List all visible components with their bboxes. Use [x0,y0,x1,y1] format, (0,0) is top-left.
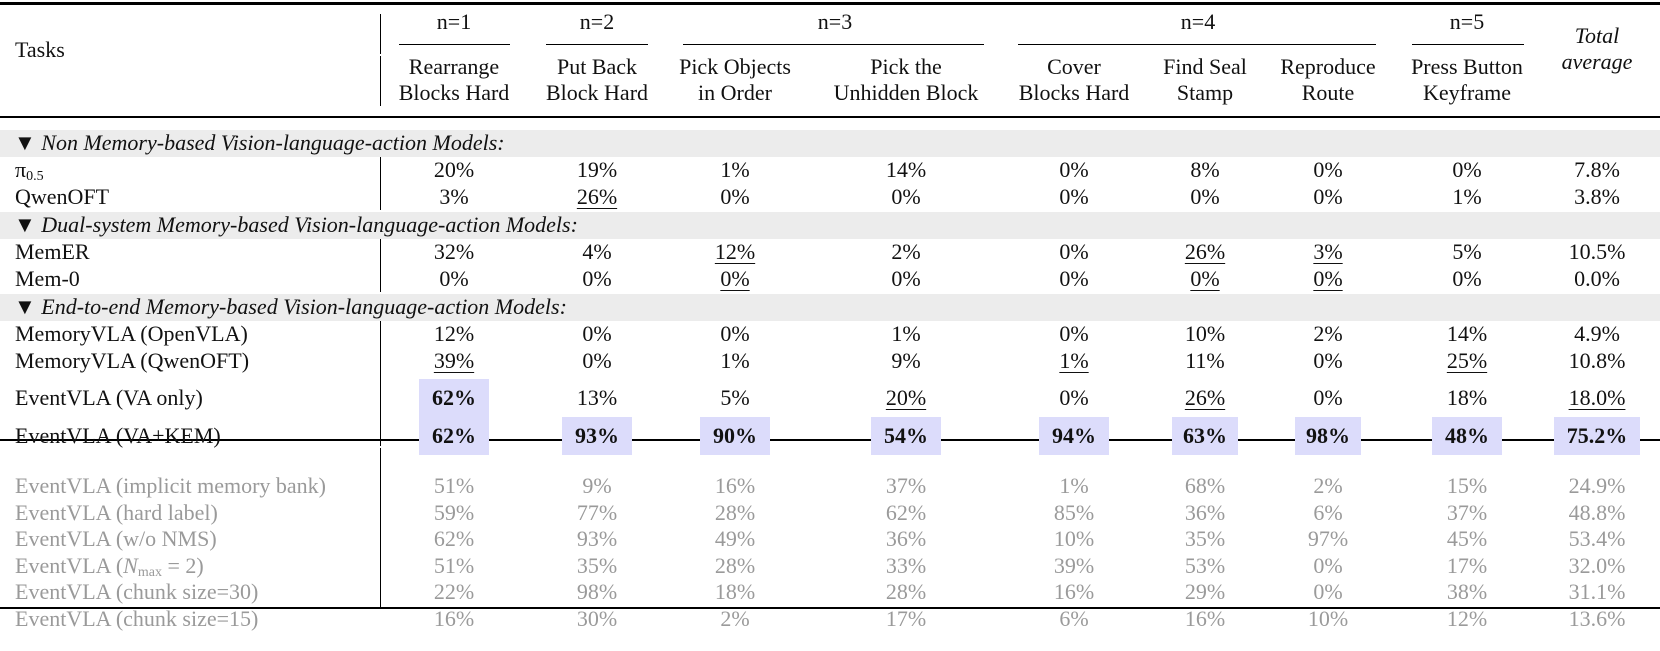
row-label: MemoryVLA (OpenVLA) [15,321,248,346]
table-cell: 0% [582,321,612,346]
column-header-line: Unhidden Block [833,80,979,105]
table-cell: 1% [720,157,750,182]
table-cell: 0% [1313,385,1343,410]
table-cell: 1% [891,321,921,346]
table-rule [0,2,1660,5]
ablation-cell: 29% [1184,579,1226,604]
table-cell: 1% [1059,348,1089,373]
table-cell: 0% [1313,184,1343,209]
column-header-line: Cover [1047,54,1101,79]
section-label: ▼ Dual-system Memory-based Vision-language-action Models: [14,212,578,237]
ablation-cell: 45% [1446,526,1488,551]
group-underline [1412,44,1524,45]
column-header [1280,54,1375,106]
ablation-cell: 77% [576,500,618,525]
table-cell: 10.5% [1568,239,1626,264]
ablation-cell: 53% [1184,553,1226,578]
ablation-cell: 35% [576,553,618,578]
group-underline [399,44,510,45]
table-cell: 0% [1059,385,1089,410]
table-cell: 54% [884,423,928,448]
ablation-cell: 93% [576,526,618,551]
column-header-line: Pick the [870,54,942,79]
ablation-cell: 62% [433,526,475,551]
table-cell: 0% [1190,266,1220,291]
ablation-cell: 28% [714,553,756,578]
column-header [399,54,510,106]
table-cell: 62% [432,385,476,410]
table-cell: 8% [1190,157,1220,182]
ablation-cell: 6% [1313,500,1343,525]
table-cell: 63% [1183,423,1227,448]
table-cell: 0% [1190,184,1220,209]
table-cell: 13% [576,385,618,410]
total-header [1562,23,1633,75]
group-underline [546,44,648,45]
table-cell: 0.0% [1574,266,1620,291]
ablation-cell: 28% [714,500,756,525]
ablation-label: EventVLA (chunk size=15) [15,606,259,631]
table-cell: 0% [891,184,921,209]
ablation-cell: 85% [1053,500,1095,525]
table-cell: 0% [1059,157,1089,182]
ablation-cell: 6% [1059,606,1089,631]
ablation-label: EventVLA (hard label) [15,500,218,525]
ablation-cell: 62% [885,500,927,525]
table-rule [0,116,1660,118]
table-rule [0,439,1660,441]
ablation-cell: 49% [714,526,756,551]
group-header: n=5 [1449,9,1485,34]
ablation-cell: 35% [1184,526,1226,551]
group-header: n=2 [579,9,615,34]
table-cell: 18% [1446,385,1488,410]
ablation-cell: 36% [885,526,927,551]
ablation-cell: 98% [576,579,618,604]
column-header-line: Pick Objects [679,54,791,79]
ablation-cell: 22% [433,579,475,604]
ablation-cell: 31.1% [1568,579,1626,604]
table-cell: 1% [720,348,750,373]
group-underline [683,44,984,45]
section-label: ▼ Non Memory-based Vision-language-action Models: [14,130,505,155]
ablation-cell: 53.4% [1568,526,1626,551]
ablation-cell: 1% [1059,473,1089,498]
column-header-line: Rearrange [408,54,500,79]
ablation-cell: 9% [582,473,612,498]
table-cell: 0% [582,348,612,373]
column-header [679,54,791,106]
table-cell: 25% [1446,348,1488,373]
row-label: QwenOFT [15,184,110,209]
ablation-cell: 37% [1446,500,1488,525]
ablation-cell: 51% [433,473,475,498]
table-cell: 14% [1446,321,1488,346]
column-header [1019,54,1130,106]
ablation-cell: 10% [1307,606,1349,631]
table-cell: 20% [885,385,927,410]
ablation-cell: 37% [885,473,927,498]
table-cell: 12% [433,321,475,346]
table-cell: 0% [720,266,750,291]
table-cell: 26% [1184,385,1226,410]
row-label: $\pi_{0.5}$ [15,157,44,184]
table-cell: 32% [433,239,475,264]
row-label-subscript: 0.5 [26,169,44,184]
table-cell: 62% [432,423,476,448]
ablation-cell: 59% [433,500,475,525]
ablation-cell: 0% [1313,553,1343,578]
column-header-line: Reproduce [1280,54,1376,79]
column-header-line: Put Back [556,54,638,79]
total-header-line: average [1561,49,1633,74]
table-cell: 14% [885,157,927,182]
column-header [1163,54,1247,106]
table-cell: 0% [720,321,750,346]
row-label: MemoryVLA (QwenOFT) [15,348,250,373]
table-cell: 90% [713,423,757,448]
table-cell: 0% [1059,184,1089,209]
table-cell: 7.8% [1574,157,1620,182]
ablation-cell: 32.0% [1568,553,1626,578]
table-cell: 94% [1052,423,1096,448]
ablation-cell: 51% [433,553,475,578]
column-divider [380,150,381,210]
tasks-header: Tasks [15,37,65,62]
table-cell: 26% [1184,239,1226,264]
table-cell: 10% [1184,321,1226,346]
table-cell: 9% [891,348,921,373]
table-cell: 39% [433,348,475,373]
table-cell: 4% [582,239,612,264]
table-cell: 12% [714,239,756,264]
ablation-cell: 12% [1446,606,1488,631]
column-header-line: Find Seal [1163,54,1247,79]
total-header-line: Total [1574,23,1620,48]
row-label: EventVLA (VA+KEM) [15,423,221,448]
column-header-line: Stamp [1176,80,1234,105]
ablation-cell: 15% [1446,473,1488,498]
group-header: n=4 [1180,9,1216,34]
table-cell: 26% [576,184,618,209]
table-cell: 2% [1313,321,1343,346]
column-header [834,54,979,106]
table-cell: 0% [1059,239,1089,264]
ablation-cell: 39% [1053,553,1095,578]
group-header: n=3 [817,9,853,34]
ablation-cell: 17% [1446,553,1488,578]
ablation-cell: 33% [885,553,927,578]
table-cell: 0% [1313,157,1343,182]
column-divider [380,14,381,54]
row-label: Mem-0 [15,266,80,291]
ablation-cell: 24.9% [1568,473,1626,498]
table-cell: 5% [1452,239,1482,264]
table-cell: 3% [439,184,469,209]
ablation-cell: 38% [1446,579,1488,604]
ablation-cell: 48.8% [1568,500,1626,525]
table-cell: 5% [720,385,750,410]
column-header-line: Blocks Hard [1018,80,1130,105]
table-cell: 93% [575,423,619,448]
ablation-cell: 16% [1053,579,1095,604]
table-cell: 0% [1313,348,1343,373]
table-cell: 3.8% [1574,184,1620,209]
table-cell: 75.2% [1566,423,1628,448]
column-header-line: Route [1301,80,1355,105]
table-cell: 0% [1313,266,1343,291]
table-cell: 1% [1452,184,1482,209]
table-cell: 0% [1452,157,1482,182]
table-cell: 0% [582,266,612,291]
column-header-line: in Order [698,80,772,105]
ablation-label: EventVLA (chunk size=30) [15,579,259,604]
column-header-line: Block Hard [545,80,649,105]
ablation-label: EventVLA $(N_{max} = 2)$ [15,553,204,580]
table-cell: 0% [439,266,469,291]
group-underline [1018,44,1376,45]
column-header [546,54,648,106]
table-cell: 19% [576,157,618,182]
column-divider [380,232,381,292]
column-header-line: Press Button [1411,54,1523,79]
table-cell: 0% [1059,321,1089,346]
table-cell: 10.8% [1568,348,1626,373]
table-cell: 3% [1313,239,1343,264]
ablation-cell: 16% [1184,606,1226,631]
ablation-cell: 10% [1053,526,1095,551]
table-cell: 48% [1445,423,1489,448]
table-cell: 98% [1306,423,1350,448]
ablation-cell: 2% [1313,473,1343,498]
ablation-label: EventVLA (implicit memory bank) [15,473,326,498]
ablation-cell: 28% [885,579,927,604]
table-cell: 2% [891,239,921,264]
table-cell: 0% [891,266,921,291]
ablation-cell: 2% [720,606,750,631]
ablation-cell: 0% [1313,579,1343,604]
row-label: MemER [15,239,90,264]
ablation-cell: 13.6% [1568,606,1626,631]
column-divider [380,314,381,446]
column-header-line: Blocks Hard [398,80,510,105]
table-cell: 4.9% [1574,321,1620,346]
table-cell: 0% [1452,266,1482,291]
column-divider [380,448,381,608]
ablation-cell: 36% [1184,500,1226,525]
column-header [1411,54,1523,106]
table-cell: 11% [1185,348,1225,373]
table-cell: 0% [1059,266,1089,291]
table-cell: 20% [433,157,475,182]
ablation-cell: 30% [576,606,618,631]
column-header-line: Keyframe [1423,80,1511,105]
ablation-cell: 68% [1184,473,1226,498]
section-label: ▼ End-to-end Memory-based Vision-language-action Models: [14,294,567,319]
table-cell: 18.0% [1568,385,1626,410]
ablation-cell: 17% [885,606,927,631]
row-label: EventVLA (VA only) [15,385,203,410]
table-cell: 0% [720,184,750,209]
ablation-cell: 97% [1307,526,1349,551]
ablation-cell: 16% [714,473,756,498]
ablation-cell: 16% [433,606,475,631]
column-divider [380,56,381,106]
ablation-cell: 18% [714,579,756,604]
ablation-label: EventVLA (w/o NMS) [15,526,217,551]
group-header: n=1 [436,9,472,34]
